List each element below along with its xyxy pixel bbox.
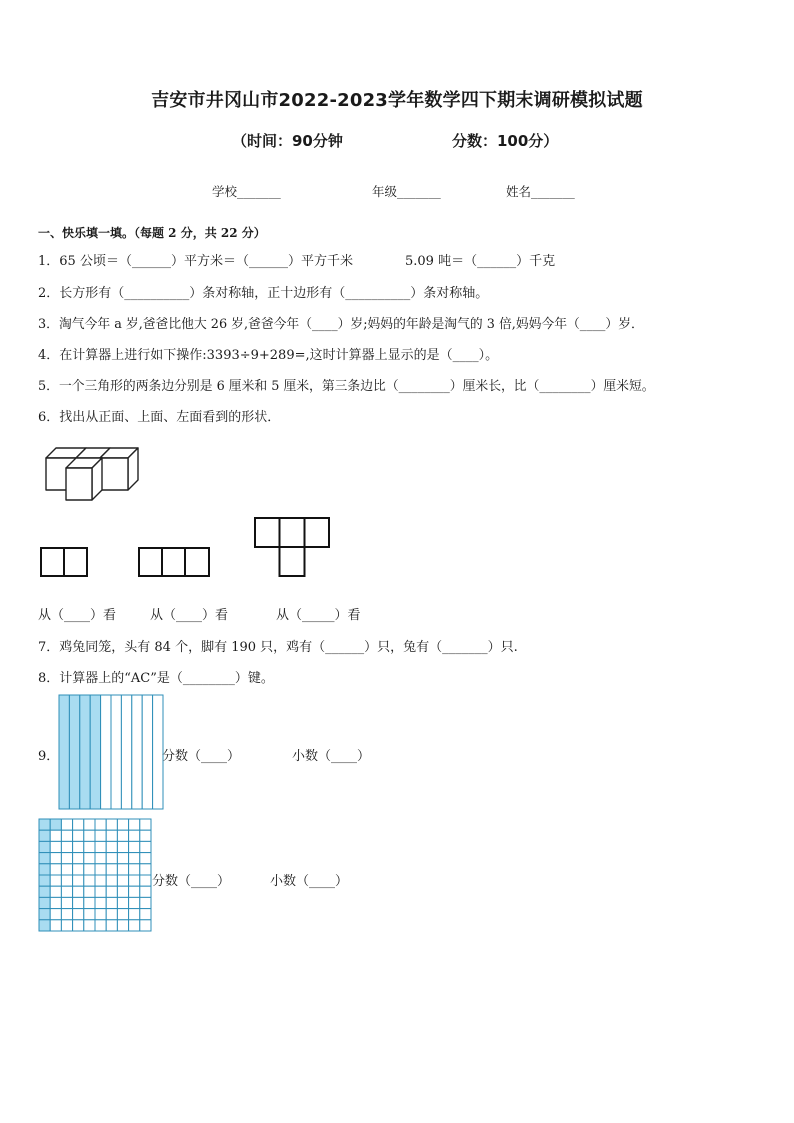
grid-cell (95, 886, 106, 897)
grid-cell (129, 920, 140, 931)
grid-cell (129, 853, 140, 864)
grid-shaded-cell (39, 920, 50, 931)
grid-cell (117, 841, 128, 852)
strip-decimal-blank: 小数（____） (292, 749, 371, 764)
view-shape-3 (254, 516, 332, 578)
grid-cell (73, 830, 84, 841)
grid-shaded-cell (39, 830, 50, 841)
grid-cell (106, 853, 117, 864)
grid-cell (129, 886, 140, 897)
grid-cell (50, 886, 61, 897)
grid-cell (61, 864, 72, 875)
grid-cell (140, 920, 151, 931)
grid-shaded-cell (39, 841, 50, 852)
grid-cell (140, 830, 151, 841)
grid-cell (129, 897, 140, 908)
grid-cell (95, 864, 106, 875)
grid-cell (117, 920, 128, 931)
question-8: 8．计算器上的“AC”是（________）键。 (38, 671, 274, 686)
strip-shaded-column (59, 695, 69, 809)
grid-cell (84, 886, 95, 897)
grid-cell (50, 920, 61, 931)
grid-shaded-cell (39, 853, 50, 864)
strip-column (101, 695, 111, 809)
grid-cell (61, 886, 72, 897)
grid-cell (84, 853, 95, 864)
grid-figure (38, 818, 154, 934)
question-5: 5．一个三角形的两条边分别是 6 厘米和 5 厘米，第三条边比（________）厘米长，比（________）厘米短。 (38, 379, 655, 394)
question-7: 7．鸡兔同笼，头有 84 个，脚有 190 只，鸡有（______）只，兔有（_______）只. (38, 640, 518, 655)
strip-shaded-column (90, 695, 100, 809)
grid-cell (117, 830, 128, 841)
grid-cell (117, 819, 128, 830)
grid-cell (61, 875, 72, 886)
grid-cell (61, 909, 72, 920)
grid-cell (73, 920, 84, 931)
grid-cell (61, 897, 72, 908)
grid-cell (106, 841, 117, 852)
grid-cell (117, 853, 128, 864)
grid-cell (84, 909, 95, 920)
grid-shaded-cell (39, 909, 50, 920)
grid-cell (50, 897, 61, 908)
strip-figure (58, 694, 164, 810)
grid-cell (140, 897, 151, 908)
grid-cell (73, 897, 84, 908)
grid-cell (106, 819, 117, 830)
cube-figure (40, 440, 144, 504)
grid-cell (73, 875, 84, 886)
grid-cell (84, 920, 95, 931)
grid-cell (129, 830, 140, 841)
grade-field: 年级_______ (372, 184, 441, 199)
grid-cell (106, 920, 117, 931)
grid-shaded-cell (39, 819, 50, 830)
grid-cell (84, 830, 95, 841)
name-field: 姓名_______ (506, 184, 575, 199)
grid-cell (106, 886, 117, 897)
grid-cell (117, 875, 128, 886)
grid-cell (129, 819, 140, 830)
view-shape-2 (138, 546, 212, 578)
grid-cell (140, 841, 151, 852)
grid-cell (117, 909, 128, 920)
section-heading: 一、快乐填一填。（每题 2 分，共 22 分） (38, 226, 266, 240)
strip-shaded-column (80, 695, 90, 809)
school-field: 学校_______ (212, 184, 281, 199)
grid-cell (140, 875, 151, 886)
grid-cell (140, 819, 151, 830)
view-shape-1 (40, 546, 90, 578)
grid-cell (117, 886, 128, 897)
grid-cell (140, 853, 151, 864)
grid-cell (50, 830, 61, 841)
grid-cell (95, 853, 106, 864)
grid-cell (140, 864, 151, 875)
grid-cell (61, 830, 72, 841)
grid-cell (95, 875, 106, 886)
grid-cell (50, 875, 61, 886)
grid-cell (95, 909, 106, 920)
grid-cell (117, 864, 128, 875)
grid-cell (84, 875, 95, 886)
strip-shaded-column (69, 695, 79, 809)
view-label-3: 从（_____）看 (276, 608, 361, 623)
grid-cell (95, 830, 106, 841)
grid-cell (84, 864, 95, 875)
grid-cell (61, 819, 72, 830)
grid-cell (140, 886, 151, 897)
grid-cell (61, 920, 72, 931)
strip-column (121, 695, 131, 809)
grid-cell (106, 909, 117, 920)
grid-cell (84, 841, 95, 852)
grid-cell (61, 853, 72, 864)
grid-cell (106, 830, 117, 841)
view-label-1: 从（____）看 (38, 608, 117, 623)
strip-column (142, 695, 152, 809)
grid-cell (129, 909, 140, 920)
grid-decimal-blank: 小数（____） (270, 874, 349, 889)
grid-shaded-cell (39, 897, 50, 908)
grid-cell (129, 864, 140, 875)
grid-cell (117, 897, 128, 908)
grid-cell (95, 897, 106, 908)
grid-cell (140, 909, 151, 920)
grid-cell (73, 864, 84, 875)
grid-cell (84, 897, 95, 908)
question-6: 6．找出从正面、上面、左面看到的形状． (38, 410, 281, 425)
strip-fraction-blank: 分数（____） (162, 749, 241, 764)
grid-cell (84, 819, 95, 830)
grid-cell (106, 875, 117, 886)
question-1b: 5.09 吨＝（______）千克 (405, 254, 556, 269)
grid-cell (95, 920, 106, 931)
grid-cell (73, 886, 84, 897)
grid-shaded-cell (39, 886, 50, 897)
exam-time: （时间：90分钟 (232, 132, 343, 150)
grid-shaded-cell (39, 864, 50, 875)
grid-cell (129, 841, 140, 852)
grid-cell (50, 864, 61, 875)
grid-shaded-cell (50, 819, 61, 830)
grid-cell (73, 819, 84, 830)
grid-cell (95, 841, 106, 852)
grid-shaded-cell (39, 875, 50, 886)
question-3: 3．淘气今年 a 岁,爸爸比他大 26 岁,爸爸今年（____）岁;妈妈的年龄是淘气的 3 倍,妈妈今年（____）岁． (38, 317, 644, 332)
grid-cell (95, 819, 106, 830)
grid-cell (129, 875, 140, 886)
question-4: 4．在计算器上进行如下操作:3393÷9+289=,这时计算器上显示的是（____）。 (38, 348, 499, 363)
grid-cell (73, 841, 84, 852)
question-2: 2．长方形有（__________）条对称轴，正十边形有（__________）条对称轴。 (38, 286, 489, 301)
page-title: 吉安市井冈山市2022-2023学年数学四下期末调研模拟试题 (151, 90, 643, 111)
grid-cell (106, 897, 117, 908)
grid-cell (73, 853, 84, 864)
strip-column (111, 695, 121, 809)
grid-fraction-blank: 分数（____） (152, 874, 231, 889)
grid-cell (50, 841, 61, 852)
grid-cell (73, 909, 84, 920)
question-9-number: 9． (38, 749, 60, 764)
grid-cell (50, 909, 61, 920)
grid-cell (50, 853, 61, 864)
grid-cell (106, 864, 117, 875)
grid-cell (61, 841, 72, 852)
strip-column (132, 695, 142, 809)
exam-score: 分数：100分） (452, 132, 559, 150)
view-label-2: 从（____）看 (150, 608, 229, 623)
question-1a: 1．65 公顷＝（______）平方米＝（______）平方千米 (38, 254, 353, 269)
